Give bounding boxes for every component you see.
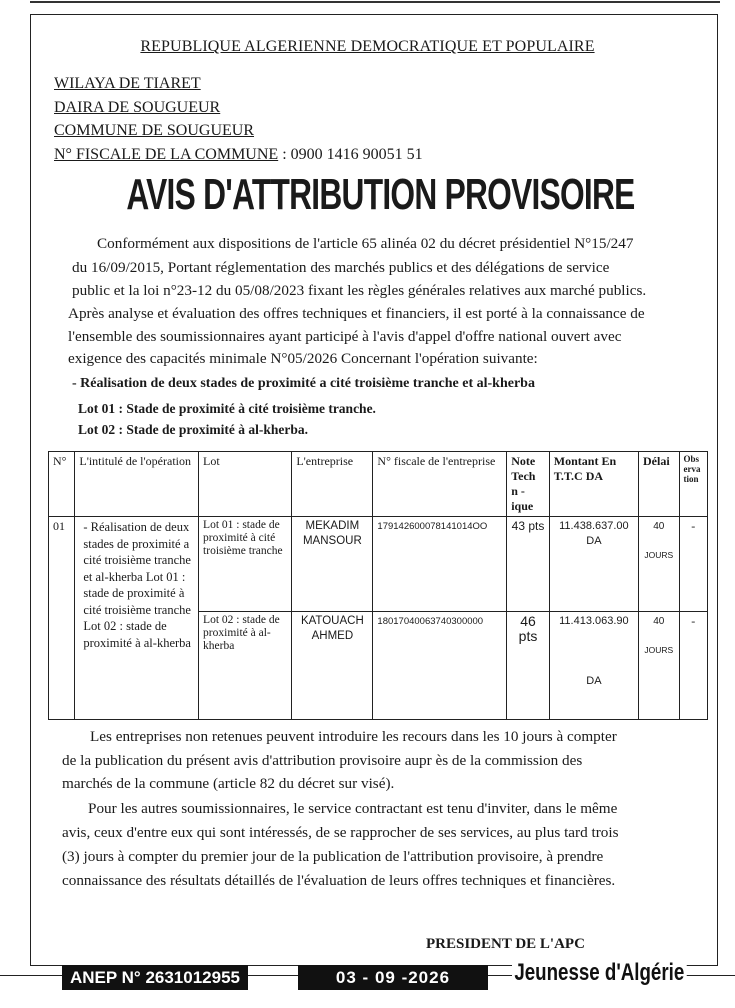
intro-line-4: Après analyse et évaluation des offres techniques et financiers, il est porté à la connaissance de xyxy=(68,305,645,322)
header-fiscale: N° fiscale de l'entreprise xyxy=(373,452,507,517)
row-2-delai xyxy=(639,612,680,720)
newspaper-logo: Jeunesse d'Algérie xyxy=(512,958,687,988)
row-1-entreprise: MEKADIM MANSOUR xyxy=(292,517,373,612)
table-header-row xyxy=(49,452,708,517)
row-2-montant-value: 11.413.063.90 xyxy=(559,615,629,627)
header-lot: Lot xyxy=(199,452,292,517)
header-intitule: L'intitulé de l'opération xyxy=(75,452,199,517)
row-1-delai xyxy=(639,517,680,612)
row-1-note: 43 pts xyxy=(507,517,550,612)
fiscal-value: : 0900 1416 90051 51 xyxy=(278,146,423,163)
row-2-entreprise: KATOUACH AHMED xyxy=(292,612,373,720)
row-1-obs: - xyxy=(679,517,707,612)
header-note: Note Tech n -ique xyxy=(507,452,550,517)
fiscal-line xyxy=(54,146,423,164)
row-1-delai-unit: JOURS xyxy=(644,550,674,560)
header-num: N° xyxy=(49,452,75,517)
row-1-delai-value: 40 xyxy=(653,521,665,532)
row-1-montant-value: 11.438.637.00 xyxy=(559,520,629,532)
row-2-note: 46 pts xyxy=(507,612,550,720)
row-2-montant xyxy=(549,612,638,720)
intro-line-1: Conformément aux dispositions de l'article 65 alinéa 02 du décret présidentiel N°15/247 xyxy=(97,235,634,252)
recours-line-2: de la publication du présent avis d'attribution provisoire aupr ès de la commission des xyxy=(62,752,583,769)
row-2-obs: - xyxy=(679,612,707,720)
row-2-fiscale: 18017040063740300000 xyxy=(373,612,507,720)
header-entreprise: L'entreprise xyxy=(292,452,373,517)
republic-heading: REPUBLIQUE ALGERIENNE DEMOCRATIQUE ET POPULAIRE xyxy=(140,38,595,55)
row-1-montant xyxy=(549,517,638,612)
fiscal-label: N° FISCALE DE LA COMMUNE xyxy=(54,146,279,163)
operation-lot-1: Lot 01 : Stade de proximité à cité troisième tranche. xyxy=(78,401,376,416)
attribution-table xyxy=(48,451,708,720)
recours-line-1: Les entreprises non retenues peuvent introduire les recours dans les 10 jours à compter xyxy=(90,728,617,745)
intro-line-2: du 16/09/2015, Portant réglementation des marchés publics et des délégations de service xyxy=(72,259,610,276)
intro-line-6: exigence des capacités minimale N°05/2026 Concernant l'opération suivante: xyxy=(68,350,538,367)
top-rule xyxy=(30,1,720,3)
row-num: 01 xyxy=(49,517,75,720)
header-montant: Montant En T.T.C DA xyxy=(549,452,638,517)
recours-line-3: marchés de la commune (article 82 du décret sur visé). xyxy=(62,775,395,792)
commune-line: COMMUNE DE SOUGUEUR xyxy=(54,122,255,139)
header-delai: Délai xyxy=(639,452,680,517)
row-1-montant-unit: DA xyxy=(586,535,602,547)
table-row xyxy=(49,517,708,612)
intro-line-5: l'ensemble des soumissionnaires ayant participé à l'avis d'appel d'offre national ouvert avec xyxy=(68,328,622,345)
intro-line-3: public et la loi n°23-12 du 05/08/2023 fixant les règles générales relatives aux marché publics. xyxy=(72,282,647,299)
anep-number: ANEP N° 2631012955 xyxy=(62,965,248,990)
daira-line: DAIRA DE SOUGUEUR xyxy=(54,99,221,116)
wilaya-line: WILAYA DE TIARET xyxy=(54,75,201,92)
row-2-montant-unit: DA xyxy=(586,675,602,687)
autres-line-2: avis, ceux d'entre eux qui sont intéressés, de se rapprocher de ses services, au plus tard trois xyxy=(62,824,619,841)
row-2-delai-value: 40 xyxy=(653,616,665,627)
notice-title: AVIS D'ATTRIBUTION PROVISOIRE xyxy=(126,170,635,219)
row-intitule: - Réalisation de deux stades de proximité a cité troisième tranche et al-kherba Lot 01 : stade de proximité à cité troisième tranche Lot 02 : stade de proximité à al-kherba xyxy=(75,517,199,720)
row-1-fiscale: 179142600078141014OO xyxy=(373,517,507,612)
row-1-lot: Lot 01 : stade de proximité à cité troisième tranche xyxy=(199,517,292,612)
row-2-delai-unit: JOURS xyxy=(644,645,674,655)
row-2-lot: Lot 02 : stade de proximité à al-kherba xyxy=(199,612,292,720)
operation-lot-2: Lot 02 : Stade de proximité à al-kherba. xyxy=(78,422,308,437)
autres-line-1: Pour les autres soumissionnaires, le service contractant est tenu d'inviter, dans le même xyxy=(88,800,618,817)
header-obs: Obs erva tion xyxy=(679,452,707,517)
publication-date: 03 - 09 -2026 xyxy=(298,965,488,990)
signature: PRESIDENT DE L'APC xyxy=(426,936,585,952)
autres-line-3: (3) jours à compter du premier jour de la publication de l'attribution provisoire, à prendre xyxy=(62,848,604,865)
operation-title: - Réalisation de deux stades de proximité a cité troisième tranche et al-kherba xyxy=(72,376,535,391)
autres-line-4: connaissance des résultats détaillés de l'évaluation de leurs offres techniques et financières. xyxy=(62,872,616,889)
